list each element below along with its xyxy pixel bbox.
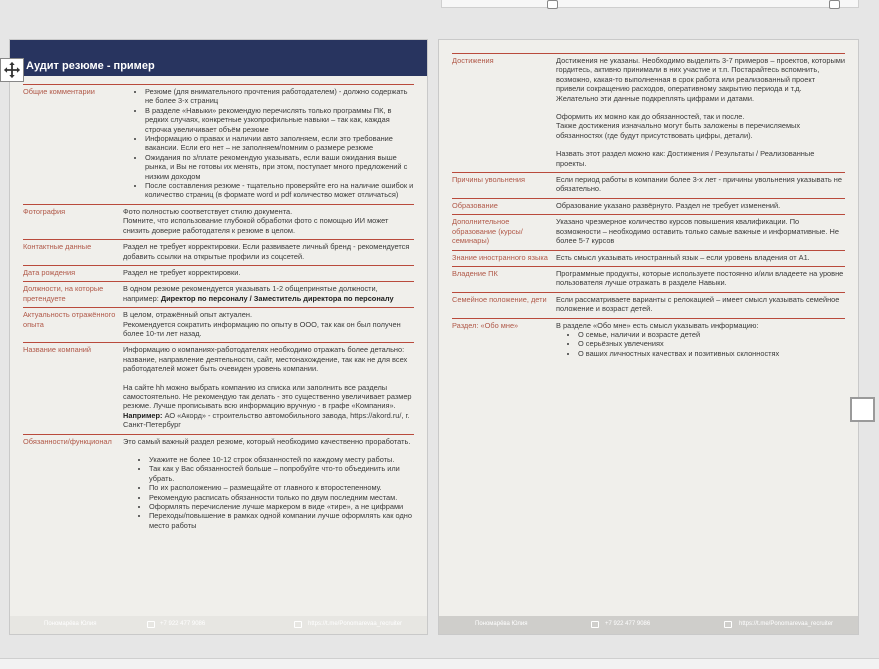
table-row <box>452 266 845 292</box>
row-text: Назвать этот раздел можно как: Достижения / Результаты / Реализованные проекты. <box>556 149 815 168</box>
document-title: Аудит резюме - пример <box>26 60 155 72</box>
example-text: АО «Акорд» - строительство автомобильного завода, https://akord.ru/, г. Санкт-Петербург <box>123 410 410 430</box>
previous-page-edge <box>441 0 859 8</box>
row-label: Обязанности/функционал <box>23 436 112 446</box>
list-item: • Переходы/повышение в рамках одной компании лучше оформлять как одно место работы <box>149 511 414 530</box>
row-text: Также достижения изначально могут быть заложены в перечисляемых обязанностях (где будут присутствовать цифры, детали). <box>556 121 801 140</box>
move-icon[interactable] <box>0 58 24 82</box>
table-row <box>452 198 845 214</box>
table-row <box>23 342 414 433</box>
row-text: Информацию о компаниях-работодателях необходимо отражать более детально: название, направление деятельности, сайт, местонахождение, так как не для всех работодателей может быть очевиден уровень компании. <box>123 345 408 374</box>
footer-name: Пономарёва Юлия <box>44 621 97 627</box>
row-text: Образование указано развёрнуто. Раздел не требует изменений. <box>556 200 781 210</box>
audit-table-right <box>452 53 845 362</box>
row-text: Раздел не требует корректировки. Если развиваете личный бренд - рекомендуется добавить ссылки на открытые профили из соцсетей. <box>123 242 410 261</box>
row-text: Оформить их можно как до обязанностей, так и после. <box>556 112 745 122</box>
row-label: Дополнительное образование (курсы/семинары) <box>452 217 523 246</box>
mail-icon <box>294 621 302 628</box>
list-item: • Так как у Вас обязанностей больше – попробуйте что-то объединить или убрать. <box>149 464 414 483</box>
row-label: Фотография <box>23 206 66 216</box>
row-label: Раздел: «Обо мне» <box>452 320 519 330</box>
table-row <box>452 250 845 266</box>
footer-name: Пономарёва Юлия <box>475 621 528 627</box>
row-text: В разделе «Обо мне» есть смысл указывать информацию: <box>556 320 759 330</box>
table-row <box>452 318 845 363</box>
row-label: Знание иностранного языка <box>452 252 548 262</box>
list-item: • Рекомендую расписать обязанности только по двум последним местам. <box>149 493 414 502</box>
row-text: Если период работы в компании более 3-х лет - причины увольнения указывать не обязательно. <box>556 175 842 194</box>
footer-link[interactable]: https://t.me/Ponomarevaa_recruiter <box>739 621 834 627</box>
phone-icon <box>591 621 599 628</box>
row-text: Если рассматриваете варианты с релокацией – имеет смысл указывать семейное положение и возраст детей. <box>556 294 840 314</box>
row-text: Раздел не требует корректировки. <box>123 267 241 277</box>
row-label: Актуальность отражённого опыта <box>23 310 116 329</box>
row-label: Общие комментарии <box>23 87 95 96</box>
resize-handle-top-left[interactable] <box>547 0 558 9</box>
row-text: В целом, отражённый опыт актуален. <box>123 310 252 320</box>
example-label: Например: <box>123 410 163 420</box>
page-footer <box>439 616 858 634</box>
list-item: • О семье, наличии и возрасте детей <box>578 330 845 339</box>
footer-phone: +7 922 477 9086 <box>160 621 206 627</box>
list-item: • Резюме (для внимательного прочтения работодателем) - должно содержать не более 3-х страниц <box>145 87 414 106</box>
row-text: Программные продукты, которые используете постоянно и/или владеете на уровне пользователя лучше отражать в разделе Навыки. <box>556 268 844 288</box>
row-label: Владение ПК <box>452 268 498 278</box>
table-row <box>452 172 845 198</box>
footer-link[interactable]: https://t.me/Ponomarevaa_recruiter <box>308 621 403 627</box>
row-text: Это самый важный раздел резюме, который необходимо качественно проработать. <box>123 436 411 446</box>
row-label: Дата рождения <box>23 267 76 277</box>
table-row <box>23 84 414 204</box>
row-text: Фото полностью соответствует стилю документа. <box>123 206 293 216</box>
list-item: • После составления резюме - тщательно проверяйте его на наличие ошибок и количество страниц (в формате word и pdf количество может отличаться) <box>145 181 414 200</box>
table-row <box>452 292 845 318</box>
row-label: Семейное положение, дети <box>452 294 547 304</box>
row-label: Причины увольнения <box>452 175 526 185</box>
row-text: Помните, что использование глубокой обработки фото с помощью ИИ может снизить доверие работодателя к резюме в целом. <box>123 216 389 235</box>
table-row <box>452 53 845 172</box>
table-row <box>452 214 845 249</box>
list-item: • В разделе «Навыки» рекомендую перечислять только программы ПК, в редких случаях, конкретные узкопрофильные навыки – так как, каждая строчка увеличивает объём резюме <box>145 106 414 134</box>
list-item: • По их расположению – размещайте от главного к второстепенному. <box>149 483 414 492</box>
row-label: Контактные данные <box>23 242 92 252</box>
page-footer <box>10 616 427 634</box>
row-text: Достижения не указаны. Необходимо выделить 3-7 примеров – проектов, которыми гордитесь, активно принимали в них участие и т.п. Постарайтесь вспомнить, возможно, какая-то выполненная в срок работа или реализованный проект привели сокращению расходов, оперативному закрытию периода и т.д. Желательно эти данные подкреплять цифрами и датами. <box>556 56 845 103</box>
phone-icon <box>147 621 155 628</box>
list-item: • Информацию о правах и наличии авто заполняем, если это требование вакансии. Если его нет – не заполняем/помним о размере резюме <box>145 134 414 153</box>
row-label: Достижения <box>452 56 494 65</box>
table-row <box>23 239 414 265</box>
table-row <box>23 307 414 342</box>
list-item: • Ожидания по з/плате рекомендую указывать, если ваши ожидания выше рынка, и Вы не готовы их менять, при этом, поступает много предложений с низким доходом <box>145 153 414 181</box>
document-page-left <box>9 39 428 635</box>
row-text: Рекомендуется сократить информацию по опыту в ООО, так как он был получен более 10-ти лет назад. <box>123 319 401 338</box>
table-row <box>23 265 414 281</box>
audit-table-left <box>23 84 414 534</box>
footer-phone: +7 922 477 9086 <box>605 621 651 627</box>
next-page-edge <box>0 658 879 669</box>
resize-handle-right[interactable] <box>850 397 875 422</box>
row-label: Образование <box>452 200 498 210</box>
row-label: Название компаний <box>23 345 92 355</box>
row-text: В одном резюме рекомендуется указывать 1-2 общепринятые должности, например: <box>123 284 378 303</box>
document-page-right <box>438 39 859 635</box>
table-row <box>23 434 414 535</box>
row-label: Должности, на которые претендуете <box>23 284 104 303</box>
list-item: • О серьёзных увлечениях <box>578 339 845 348</box>
row-text: Указано чрезмерное количество курсов повышения квалификации. По возможности – необходимо оставить только самые важные и информативные. Не более 5-7 курсов <box>556 217 839 246</box>
list-item: • О ваших личностных качествах и позитивных склонностях <box>578 349 845 358</box>
row-bold-text: Директор по персоналу / Заместитель директора по персоналу <box>160 293 394 303</box>
table-row <box>23 204 414 239</box>
list-item: • Оформлять перечисление лучше маркером в виде «тире», а не цифрами <box>149 502 414 511</box>
list-item: • Укажите не более 10-12 строк обязанностей по каждому месту работы. <box>149 455 414 464</box>
row-text: На сайте hh можно выбрать компанию из списка или заполнить все разделы самостоятельно. Не рекомендую так делать - это существенно увеличивает размер резюме. Лучше прописывать всю информацию вручную - в графе «Компания». <box>123 382 412 411</box>
resize-handle-top-right[interactable] <box>829 0 840 9</box>
row-text: Есть смысл указывать иностранный язык – если уровень владения от А1. <box>556 252 810 262</box>
table-row <box>23 281 414 307</box>
mail-icon <box>724 621 732 628</box>
